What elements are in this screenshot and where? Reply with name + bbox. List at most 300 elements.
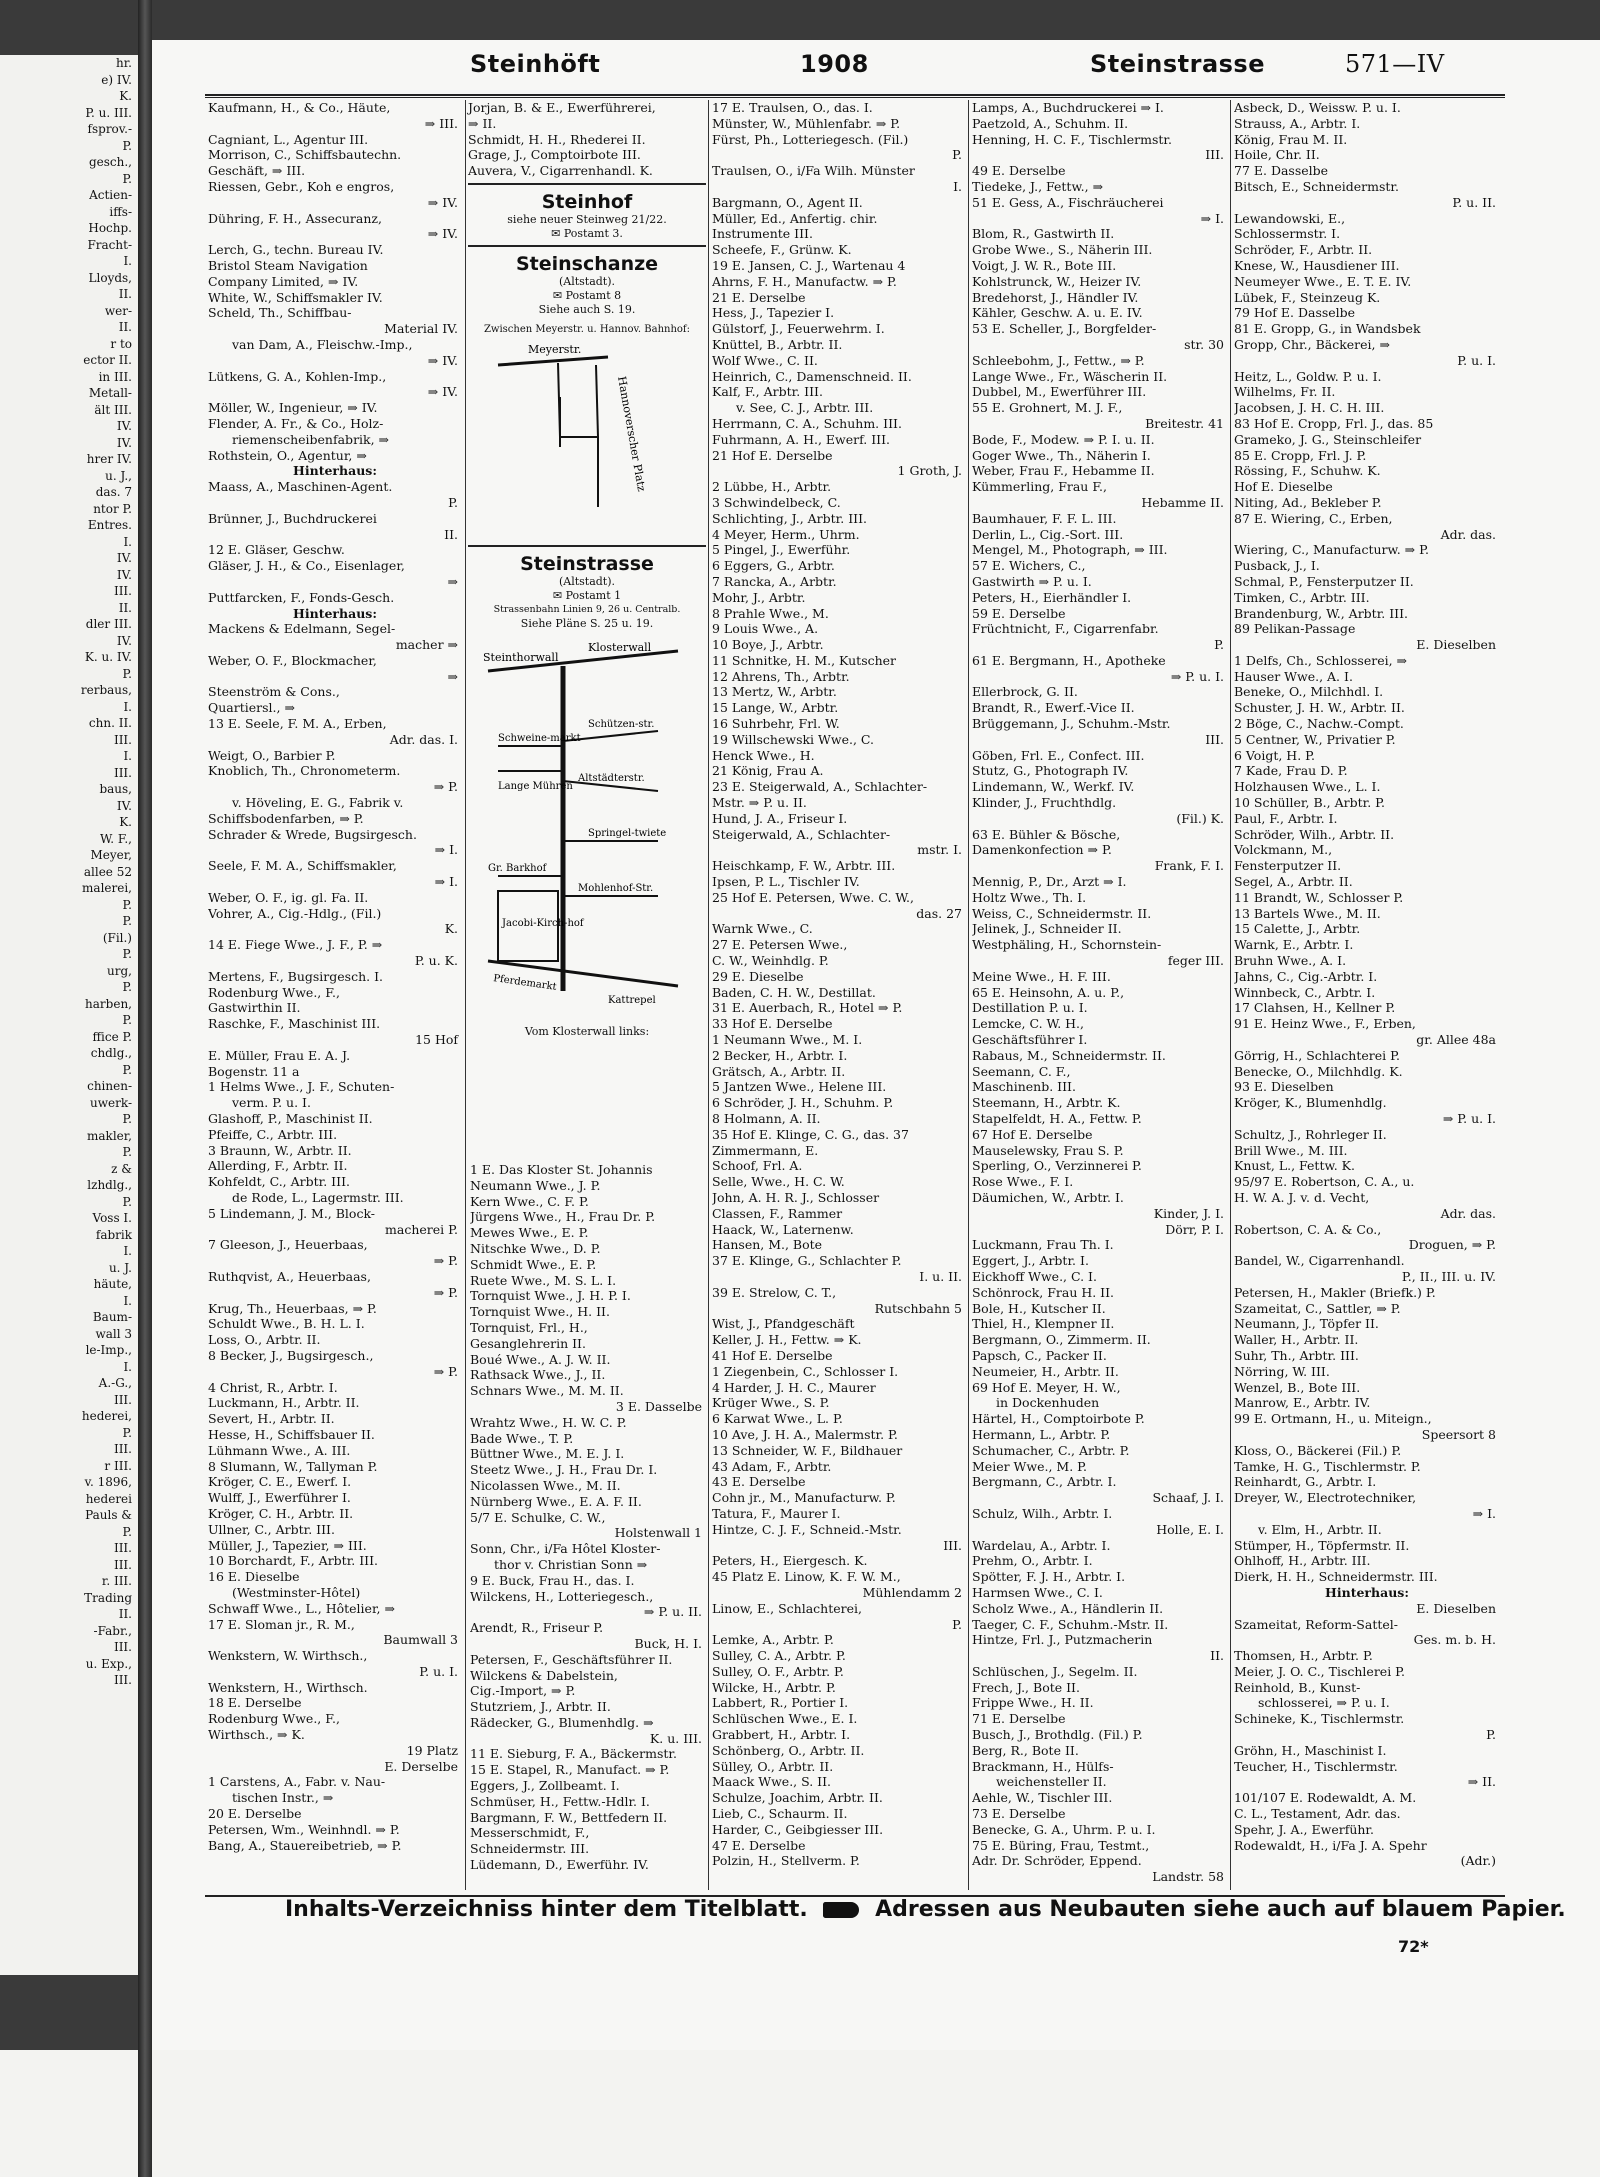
prev-page-fragment: I. [123, 1359, 132, 1374]
directory-entry: Peters, H., Eiergesch. K. [712, 1553, 868, 1569]
prev-page-fragment: P. [122, 914, 132, 928]
directory-entry: I. [953, 178, 962, 194]
directory-entry: ⇒ II. [1467, 1774, 1496, 1790]
directory-entry: Warnk, E., Arbtr. I. [1234, 937, 1354, 953]
directory-entry: Bargmann, F. W., Bettfedern II. [470, 1809, 668, 1825]
directory-entry: 13 Mertz, W., Arbtr. [712, 684, 837, 700]
directory-entry: Harmsen Wwe., C. I. [972, 1584, 1103, 1600]
directory-entry: Polzin, H., Stellverm. P. [712, 1853, 860, 1869]
directory-entry: v. Höveling, E. G., Fabrik v. [232, 795, 404, 811]
directory-entry: 63 E. Bühler & Bösche, [972, 826, 1121, 842]
directory-entry: Steemann, H., Arbtr. K. [972, 1095, 1121, 1111]
directory-entry: v. Elm, H., Arbtr. II. [1258, 1521, 1382, 1537]
directory-entry: Weber, O. F., Blockmacher, [208, 652, 377, 668]
directory-entry: Hauser Wwe., A. I. [1234, 668, 1353, 684]
directory-entry: Spehr, J. A., Ewerführ. [1234, 1821, 1374, 1837]
directory-entry: Görrig, H., Schlachterei P. [1234, 1047, 1400, 1063]
directory-entry: Adr. Dr. Schröder, Eppend. [972, 1853, 1142, 1869]
map-gr-barkhof: Gr. Barkhof [488, 862, 547, 874]
directory-entry: Wulff, J., Ewerführer I. [208, 1490, 351, 1506]
prev-page-fragment: gesch., [88, 155, 132, 169]
book-gutter [138, 0, 152, 2177]
steinschanze-title: Steinschanze [515, 252, 659, 275]
directory-entry: Winnbeck, C., Arbtr. I. [1234, 984, 1376, 1000]
directory-entry: 1 Delfs, Ch., Schlosserei, ⇒ [1234, 652, 1408, 668]
directory-entry: ⇒ IV. [427, 384, 458, 400]
directory-entry: Berg, R., Bote II. [972, 1742, 1079, 1758]
directory-entry: schlosserei, ⇒ P. u. I. [1258, 1695, 1390, 1711]
directory-entry: ⇒ P. [433, 1363, 458, 1379]
directory-entry: gr. Allee 48a [1416, 1032, 1496, 1048]
directory-entry: feger III. [1167, 953, 1224, 969]
directory-entry: 1 Ziegenbein, C., Schlosser I. [712, 1363, 899, 1379]
directory-entry: 95/97 E. Robertson, C. A., u. [1234, 1174, 1415, 1190]
directory-entry: 99 E. Ortmann, H., u. Miteign., [1234, 1411, 1432, 1427]
directory-entry: Ruthqvist, A., Heuerbaas, [208, 1268, 371, 1284]
directory-entry: Reinhardt, G., Arbtr. I. [1234, 1474, 1377, 1490]
prev-page-fragment: IV. [116, 798, 132, 813]
directory-entry: Lewandowski, E., [1234, 210, 1346, 226]
directory-entry: Loss, O., Arbtr. II. [208, 1332, 321, 1348]
directory-entry: Timken, C., Arbtr. III. [1234, 589, 1370, 605]
directory-entry: Beneke, O., Milchhdl. I. [1234, 684, 1384, 700]
directory-entry: Eggert, J., Arbtr. I. [972, 1253, 1089, 1269]
directory-entry: Kohlstrunck, W., Heizer IV. [972, 273, 1142, 289]
directory-entry: Schönberg, O., Arbtr. II. [712, 1742, 865, 1758]
directory-entry: Strauss, A., Arbtr. I. [1234, 115, 1361, 131]
directory-entry: Traulsen, O., i/Fa Wilh. Münster [712, 163, 915, 179]
directory-entry: Neumeyer Wwe., E. T. E. IV. [1234, 273, 1412, 289]
directory-entry: Petersen, H., Makler (Briefk.) P. [1234, 1284, 1436, 1300]
directory-entry: Benecke, O., Milchhdlg. K. [1234, 1063, 1403, 1079]
directory-entry: Scheld, Th., Schiffbau- [208, 305, 352, 321]
directory-entry: ⇒ P. [433, 1253, 458, 1269]
directory-entry: Glashoff, P., Maschinist II. [208, 1111, 373, 1126]
directory-entry: Lamps, A., Buchdruckerei ⇒ I. [972, 100, 1164, 115]
directory-entry: Tiedeke, J., Fettw., ⇒ [972, 178, 1104, 194]
directory-entry: in Dockenhuden [996, 1395, 1100, 1411]
directory-entry: Gesanglehrerin II. [470, 1335, 586, 1351]
directory-entry: Weiss, C., Schneidermstr. II. [972, 905, 1152, 921]
prev-page-fragment: Lloyds, [88, 270, 132, 285]
directory-entry: 16 Suhrbehr, Frl. W. [712, 716, 840, 732]
directory-entry: 35 Hof E. Klinge, C. G., das. 37 [712, 1126, 909, 1142]
directory-entry: 20 E. Derselbe [208, 1806, 302, 1822]
directory-entry: Schröder, F., Arbtr. II. [1234, 242, 1373, 258]
directory-entry: Kern Wwe., C. F. P. [470, 1193, 589, 1209]
steinstrasse-altstadt: (Altstadt). [558, 574, 616, 588]
map-springeltwiete: Springel-twiete [588, 827, 667, 839]
directory-entry: Sonn, Chr., i/Fa Hôtel Kloster- [470, 1541, 661, 1557]
prev-page-fragment: III. [113, 1392, 132, 1407]
directory-entry: III. [1205, 731, 1224, 747]
prev-page-fragment: makler, [87, 1128, 132, 1143]
directory-entry: 9 E. Buck, Frau H., das. I. [470, 1572, 635, 1588]
prev-page-fragment: P. [122, 1194, 132, 1209]
directory-entry: Schleebohm, J., Fettw., ⇒ P. [972, 352, 1145, 368]
prev-page-fragment: K. [119, 89, 132, 103]
directory-entry: Frech, J., Bote II. [972, 1679, 1080, 1695]
prev-page-fragment: III. [113, 1442, 132, 1456]
directory-entry: Schmal, P., Fensterputzer II. [1234, 573, 1414, 589]
directory-entry: Wirthsch., ⇒ K. [208, 1727, 305, 1743]
directory-entry: Schmidt Wwe., E. P. [470, 1256, 597, 1272]
directory-entry: P., II., III. u. IV. [1401, 1268, 1496, 1284]
directory-entry: Weber, Frau F., Hebamme II. [972, 463, 1155, 479]
map-altstaedterstr: Altstädterstr. [578, 772, 645, 784]
directory-entry: Bredehorst, J., Händler IV. [972, 289, 1139, 305]
directory-entry: Kohfeldt, C., Arbtr. III. [208, 1174, 350, 1190]
directory-entry: Schulz, Wilh., Arbtr. I. [972, 1505, 1113, 1521]
directory-entry: Quartiersl., ⇒ [208, 700, 295, 716]
directory-entry: ⇒ P. u. I. [1170, 668, 1224, 684]
directory-entry: Hinterhaus: [1325, 1584, 1409, 1600]
directory-entry: Gastwirth ⇒ P. u. I. [972, 573, 1092, 589]
directory-entry: Heischkamp, F. W., Arbtr. III. [712, 858, 896, 874]
prev-page-fragment: malerei, [82, 881, 132, 895]
directory-entry: Bode, F., Modew. ⇒ P. I. u. II. [972, 431, 1155, 447]
directory-entry: macher ⇒ [395, 637, 458, 653]
directory-entry: Krüger Wwe., S. P. [712, 1395, 830, 1411]
column-2-inset [468, 100, 706, 1160]
directory-entry: Schmidt, H. H., Rhederei II. [468, 131, 646, 147]
map-steinthorwall: Steinthorwall [483, 650, 559, 664]
directory-entry: de Rode, L., Lagermstr. III. [232, 1189, 404, 1205]
directory-entry: Adr. das. [1440, 526, 1496, 542]
directory-entry: 7 Rancka, A., Arbtr. [712, 573, 837, 589]
directory-entry: Bruhn Wwe., A. I. [1234, 953, 1347, 969]
directory-entry: Stümper, H., Töpfermstr. II. [1234, 1537, 1410, 1553]
directory-entry: Arendt, R., Friseur P. [470, 1620, 604, 1636]
prev-page-fragment: hrer IV. [86, 452, 132, 466]
directory-entry: Petersen, F., Geschäftsführer II. [470, 1651, 673, 1667]
directory-entry: Rose Wwe., F. I. [972, 1174, 1074, 1190]
directory-entry: ⇒ [447, 573, 458, 589]
column-4 [972, 100, 1228, 1895]
prev-page-fragment: I. [123, 534, 132, 549]
prev-page-fragment: P. [122, 980, 132, 994]
directory-entry: Gastwirthin II. [208, 1000, 301, 1016]
directory-entry: Holtz Wwe., Th. I. [972, 889, 1087, 905]
directory-entry: Steenström & Cons., [208, 684, 340, 700]
directory-entry: 37 E. Klinge, G., Schlachter P. [712, 1253, 902, 1269]
directory-entry: (Fil.) K. [1176, 810, 1224, 826]
directory-entry: Lüdemann, D., Ewerführ. IV. [470, 1857, 649, 1873]
prev-page-fragment: Pauls & [85, 1508, 132, 1522]
directory-entry: Lieb, C., Schaurm. II. [712, 1806, 848, 1822]
prev-page-fragment: wer- [104, 303, 132, 318]
directory-entry: Suhr, Th., Arbtr. III. [1234, 1347, 1359, 1363]
directory-entry: Pusback, J., I. [1234, 558, 1320, 574]
directory-entry: Rathsack Wwe., J., II. [470, 1367, 606, 1383]
directory-entry: II. [444, 526, 458, 542]
prev-page-fragment: II. [118, 320, 132, 334]
directory-entry: das. 27 [916, 905, 962, 921]
directory-entry: 91 E. Heinz Wwe., F., Erben, [1234, 1016, 1416, 1032]
prev-page-fragment: in III. [98, 369, 132, 384]
directory-entry: 19 Willschewski Wwe., C. [712, 731, 874, 747]
directory-entry: Haack, W., Laternenw. [712, 1221, 854, 1237]
directory-entry: Stapelfeldt, H. A., Fettw. P. [972, 1111, 1142, 1126]
directory-entry: Wiering, C., Manufacturw. ⇒ P. [1234, 542, 1429, 558]
prev-page-fragment: Fracht- [87, 237, 132, 252]
directory-entry: Wilckens & Dabelstein, [470, 1667, 618, 1683]
directory-entry: 81 E. Gropp, G., in Wandsbek [1234, 321, 1421, 337]
directory-entry: P. [1486, 1727, 1496, 1743]
directory-entry: Brünner, J., Buchdruckerei [208, 510, 377, 526]
directory-entry: Segel, A., Arbtr. II. [1234, 874, 1353, 890]
directory-entry: Puttfarcken, F., Fonds-Gesch. [208, 589, 395, 605]
directory-entry: Kloss, O., Bäckerei (Fil.) P. [1234, 1442, 1402, 1458]
directory-entry: 101/107 E. Rodewaldt, A. M. [1234, 1790, 1417, 1806]
directory-entry: Bitsch, E., Schneidermstr. [1234, 178, 1399, 194]
directory-entry: Paul, F., Arbtr. I. [1234, 810, 1338, 826]
directory-entry: Knoblich, Th., Chronometerm. [208, 763, 401, 779]
directory-entry: 49 E. Derselbe [972, 163, 1066, 179]
directory-entry: Boué Wwe., A. J. W. II. [470, 1351, 611, 1367]
map-schweinemarkt: Schweine-markt [498, 732, 581, 744]
directory-entry: III. [943, 1537, 962, 1553]
directory-entry: P. u. I. [1457, 352, 1496, 368]
directory-entry: Severt, H., Arbtr. II. [208, 1411, 335, 1427]
directory-entry: Dubbel, M., Ewerführer III. [972, 384, 1147, 400]
directory-entry: 14 E. Fiege Wwe., J. F., P. ⇒ [208, 937, 383, 953]
directory-entry: Schlossermstr. I. [1234, 226, 1341, 242]
directory-entry: Luckmann, Frau Th. I. [972, 1237, 1114, 1253]
directory-entry: Hintze, C. J. F., Schneid.-Mstr. [712, 1521, 902, 1537]
directory-entry: verm. P. u. I. [232, 1095, 311, 1111]
prev-page-fragment: häute, [93, 1277, 132, 1291]
directory-entry: Maschinenb. III. [972, 1079, 1076, 1095]
directory-entry: Knüttel, B., Arbtr. II. [712, 336, 843, 352]
prev-page-fragment: u. J., [105, 468, 132, 483]
directory-entry: 8 Becker, J., Bugsirgesch., [208, 1347, 374, 1363]
directory-entry: Rodenburg Wwe., F., [208, 1711, 340, 1727]
directory-entry: 4 Harder, J. H. C., Maurer [712, 1379, 876, 1395]
directory-entry: Hesse, H., Schiffsbauer II. [208, 1426, 375, 1442]
directory-entry: Thomsen, H., Arbtr. P. [1234, 1648, 1373, 1664]
directory-entry: Baumhauer, F. F. L. III. [972, 510, 1117, 526]
directory-entry: Selle, Wwe., H. C. W. [712, 1174, 845, 1190]
directory-entry: Steigerwald, A., Schlachter- [712, 826, 891, 842]
directory-entry: 69 Hof E. Meyer, H. W., [972, 1379, 1121, 1395]
directory-entry: ⇒ I. [1472, 1505, 1496, 1521]
directory-entry: Neumann, J., Töpfer II. [1234, 1316, 1379, 1332]
directory-entry: Kinder, J. I. [1153, 1205, 1224, 1221]
prev-page-fragment: iffs- [109, 204, 132, 219]
directory-entry: Schuster, J. H. W., Arbtr. II. [1234, 700, 1405, 716]
directory-entry: 77 E. Dasselbe [1234, 163, 1329, 179]
prev-page-fragment: P. [122, 666, 132, 681]
directory-entry: 59 E. Derselbe [972, 605, 1066, 621]
directory-entry: Breitestr. 41 [1145, 415, 1224, 431]
directory-entry: 15 Hof [415, 1032, 458, 1048]
map-lange-muehren: Lange Mühren [498, 780, 573, 792]
directory-entry: C. W., Weinhdlg. P. [712, 953, 829, 969]
directory-entry: Ohlhoff, H., Arbtr. III. [1234, 1553, 1371, 1569]
directory-entry: König, Frau M. II. [1234, 131, 1348, 147]
directory-entry: 19 Platz [406, 1742, 458, 1758]
directory-entry: Gropp, Chr., Bäckerei, ⇒ [1234, 336, 1390, 352]
directory-entry: Gröhn, H., Maschinist I. [1234, 1742, 1387, 1758]
column-5 [1234, 100, 1500, 1895]
directory-entry: Tornquist Wwe., H. II. [470, 1304, 610, 1320]
directory-entry: riemenscheibenfabrik, ⇒ [232, 431, 390, 447]
directory-entry: Reinhold, B., Kunst- [1234, 1679, 1361, 1695]
directory-entry: Schönrock, Frau H. II. [972, 1284, 1115, 1300]
directory-entry: Grobe Wwe., S., Näherin III. [972, 242, 1153, 258]
steinstrasse-box [468, 545, 706, 1039]
steinschanze-postamt: ✉ Postamt 8 [552, 288, 622, 302]
directory-entry: Neumeier, H., Arbtr. II. [972, 1363, 1119, 1379]
prev-page-fragment: IV. [116, 633, 132, 648]
directory-entry: Rutschbahn 5 [874, 1300, 962, 1316]
directory-entry: Schineke, K., Tischlermstr. [1234, 1711, 1405, 1727]
directory-entry: 10 Schüller, B., Arbtr. P. [1234, 795, 1386, 811]
directory-entry: Hund, J. A., Friseur I. [712, 810, 848, 826]
directory-entry: Busch, J., Brothdlg. (Fil.) P. [972, 1727, 1143, 1743]
prev-page-fragment: K. u. IV. [84, 650, 132, 664]
directory-entry: Sulley, C. A., Arbtr. P. [712, 1648, 846, 1664]
directory-entry: 65 E. Heinsohn, A. u. P., [972, 984, 1125, 1000]
prev-page-fragment: hr. [116, 56, 132, 70]
directory-entry: Brill Wwe., M. III. [1234, 1142, 1348, 1158]
steinschanze-altstadt: (Altstadt). [558, 274, 616, 288]
directory-entry: ⇒ IV. [427, 226, 458, 242]
directory-entry: E. Müller, Frau E. A. J. [208, 1047, 351, 1063]
directory-entry: ⇒ IV. [427, 352, 458, 368]
directory-entry: Eickhoff Wwe., C. I. [972, 1268, 1097, 1284]
directory-entry: Brackmann, H., Hülfs- [972, 1758, 1114, 1774]
directory-entry: Wilckens, H., Lotteriegesch., [470, 1588, 654, 1604]
prev-page-fragment: III. [113, 765, 132, 780]
directory-entry: Brüggemann, J., Schuhm.-Mstr. [972, 716, 1171, 732]
directory-entry: 21 E. Derselbe [712, 289, 806, 305]
directory-entry: Kähler, Geschw. A. u. E. IV. [972, 305, 1143, 321]
directory-entry: Wenkstern, W. Wirthsch., [208, 1648, 368, 1664]
directory-entry: Cohn jr., M., Manufacturw. P. [712, 1490, 896, 1506]
prev-page-fragment: P. [122, 1425, 132, 1440]
directory-entry: 4 Christ, R., Arbtr. I. [208, 1379, 338, 1395]
directory-entry: 11 E. Sieburg, F. A., Bäckermstr. [470, 1746, 677, 1762]
directory-entry: Schnars Wwe., M. M. II. [470, 1383, 624, 1399]
directory-entry: Schrader & Wrede, Bugsirgesch. [208, 826, 417, 842]
directory-entry: Müller, Ed., Anfertig. chir. [712, 210, 878, 226]
directory-entry: Müller, J., Tapezier, ⇒ III. [208, 1537, 367, 1553]
directory-entry: Linow, E., Schlachterei, [712, 1600, 862, 1616]
directory-entry: 10 Ave, J. H. A., Malermstr. P. [712, 1426, 898, 1442]
directory-entry: Hinterhaus: [293, 463, 377, 479]
directory-entry: macherei P. [385, 1221, 458, 1237]
directory-entry: 57 E. Wichers, C., [972, 558, 1086, 574]
prev-page-fragment: Voss I. [92, 1211, 132, 1225]
page-number: 72* [1398, 1937, 1429, 1956]
directory-entry: 15 Calette, J., Arbtr. [1234, 921, 1361, 937]
header-rule [205, 94, 1505, 96]
directory-entry: Hintze, Frl. J., Putzmacherin [972, 1632, 1153, 1648]
steinschanze-between: Zwischen Meyerstr. u. Hannov. Bahnhof: [483, 323, 691, 335]
directory-entry: Eggers, J., Zollbeamt. I. [470, 1778, 620, 1794]
directory-entry: Spötter, F. J. H., Arbtr. I. [972, 1569, 1126, 1585]
directory-entry: Mackens & Edelmann, Segel- [208, 621, 396, 637]
directory-entry: P. [448, 494, 458, 510]
directory-entry: 13 E. Seele, F. M. A., Erben, [208, 716, 387, 732]
directory-entry: 79 Hof E. Dasselbe [1234, 305, 1356, 321]
directory-entry: Neumann Wwe., J. P. [470, 1177, 601, 1193]
directory-entry: 11 Schnitke, H. M., Kutscher [712, 652, 897, 668]
directory-entry: 2 Böge, C., Nachw.-Compt. [1234, 716, 1404, 732]
directory-entry: Grabbert, H., Arbtr. I. [712, 1727, 851, 1743]
directory-entry: Riessen, Gebr., Koh e engros, [208, 178, 395, 194]
footer-left-text: Inhalts-Verzeichniss hinter dem Titelblatt. [285, 1897, 808, 1922]
directory-entry: ⇒ IV. [427, 194, 458, 210]
directory-entry: Wardelau, A., Arbtr. I. [972, 1537, 1111, 1553]
header-rule-thin [205, 97, 1505, 98]
directory-entry: Wenkstern, H., Wirthsch. [208, 1679, 368, 1695]
directory-entry: 17 E. Traulsen, O., das. I. [712, 100, 873, 115]
directory-entry: Damenkonfection ⇒ P. [972, 842, 1112, 858]
map-meyerstr-label: Meyerstr. [528, 342, 582, 356]
directory-entry: Gülstorf, J., Feuerwehrm. I. [712, 321, 885, 337]
directory-entry: Geschäftsführer I. [972, 1032, 1088, 1048]
prev-page-fragment: A.-G., [98, 1376, 132, 1390]
directory-entry: Schultz, J., Rohrleger II. [1234, 1126, 1387, 1142]
prev-page-fragment: P. u. III. [85, 105, 132, 120]
directory-entry: H. W. A. J. v. d. Vecht, [1234, 1189, 1370, 1205]
directory-entry: Baden, C. H. W., Destillat. [712, 984, 876, 1000]
prev-page-fragment: dler III. [85, 617, 132, 631]
prev-page-fragment: urg, [107, 963, 132, 978]
directory-entry: Ellerbrock, G. II. [972, 684, 1078, 700]
directory-entry: Lange Wwe., Fr., Wäscherin II. [972, 368, 1168, 384]
directory-entry: Lemke, A., Arbtr. P. [712, 1632, 834, 1648]
directory-entry: Schiffsbodenfarben, ⇒ P. [208, 810, 364, 826]
pointing-hand-icon [823, 1902, 859, 1918]
directory-entry: Rössing, F., Schuhw. K. [1234, 463, 1381, 479]
directory-entry: 71 E. Derselbe [972, 1711, 1066, 1727]
directory-entry: 6 Eggers, G., Arbtr. [712, 558, 835, 574]
directory-entry: Taeger, C. F., Schuhm.-Mstr. II. [972, 1616, 1169, 1632]
directory-entry: Möller, W., Ingenieur, ⇒ IV. [208, 400, 378, 416]
directory-entry: Volckmann, M., [1234, 842, 1333, 858]
prev-page-fragment: Entres. [87, 518, 132, 532]
column-rule-1 [465, 100, 466, 1890]
map-hannoverscher-platz-label: Hannoverscher Platz [615, 375, 649, 493]
directory-entry: Herrmann, C. A., Schuhm. III. [712, 415, 902, 431]
prev-page-fragment: III. [113, 732, 132, 747]
directory-entry: Wenzel, B., Bote III. [1234, 1379, 1361, 1395]
directory-entry: Meine Wwe., H. F. III. [972, 968, 1111, 984]
directory-entry: Bole, H., Kutscher II. [972, 1300, 1106, 1316]
directory-entry: Hess, J., Tapezier I. [712, 305, 835, 321]
directory-entry: Zimmermann, E. [712, 1142, 819, 1158]
directory-entry: Thiel, H., Klempner II. [972, 1316, 1115, 1332]
directory-entry: 17 E. Sloman jr., R. M., [208, 1616, 355, 1632]
directory-entry: Dühring, F. H., Assecuranz, [208, 210, 382, 226]
directory-entry: Derlin, L., Cig.-Sort. III. [972, 526, 1124, 542]
directory-entry: 47 E. Derselbe [712, 1837, 806, 1853]
directory-entry: Mohr, J., Arbtr. [712, 589, 806, 605]
directory-entry: Mennig, P., Dr., Arzt ⇒ I. [972, 874, 1127, 890]
directory-entry: Gläser, J. H., & Co., Eisenlager, [208, 558, 405, 574]
directory-entry: Frippe Wwe., H. II. [972, 1695, 1094, 1711]
directory-entry: 6 Voigt, H. P. [1234, 747, 1315, 763]
directory-entry: Kaufmann, H., & Co., Häute, [208, 100, 391, 115]
prev-page-fragment: ffice P. [92, 1029, 132, 1044]
prev-page-fragment: ector II. [83, 353, 132, 367]
prev-page-fragment: Baum- [92, 1310, 132, 1324]
prev-page-fragment: chinen- [87, 1079, 132, 1093]
